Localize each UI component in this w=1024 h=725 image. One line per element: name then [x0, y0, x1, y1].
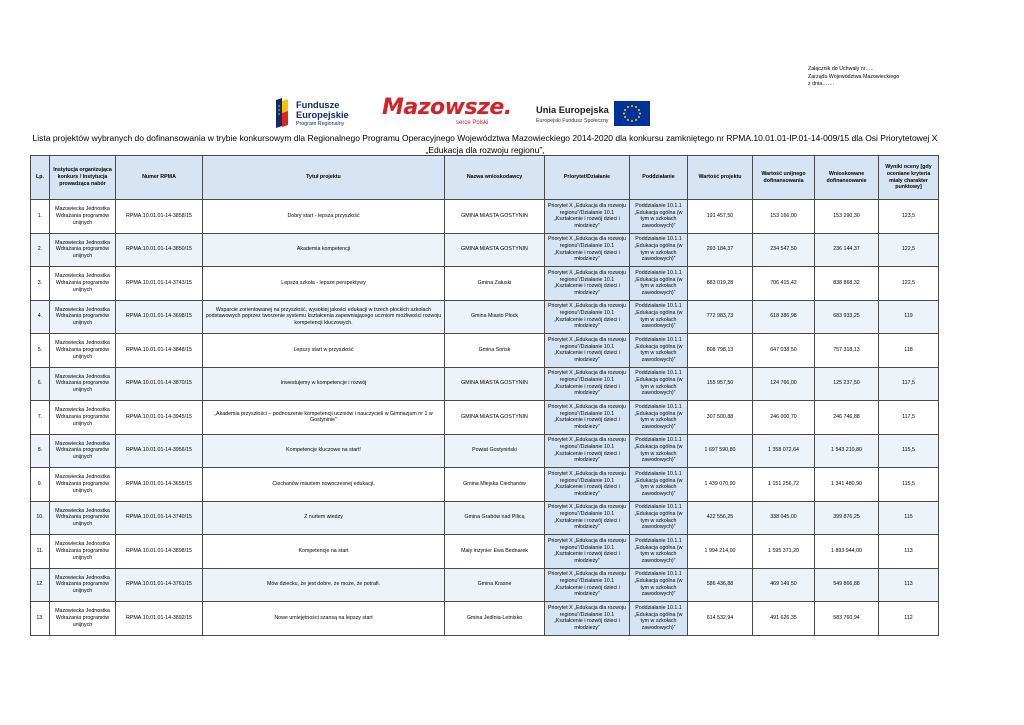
cell-lp: 1.: [31, 200, 50, 234]
cell-project-title: Kompetencje na start: [203, 535, 445, 569]
cell-subaction: Poddziałanie 10.1.1 „Edukacja ogólna (w tym w szkołach zawodowych)”: [630, 501, 688, 535]
cell-eu-funding: 124 766,00: [753, 367, 815, 401]
cell-eu-funding: 1 595 371,20: [753, 535, 815, 569]
header-project-value: Wartość projektu: [688, 156, 753, 200]
cell-rpma-number: RPMA.10.01.01-14-3858/15: [116, 200, 203, 234]
cell-project-value: 1 697 590,80: [688, 434, 753, 468]
cell-rpma-number: RPMA.10.01.01-14-3892/15: [116, 602, 203, 636]
table-row: [31, 367, 939, 401]
cell-lp: 5.: [31, 334, 50, 368]
mazowsze-tagline: serce Polski: [456, 120, 489, 126]
cell-applicant: GMINA MIASTA GOSTYNIN: [445, 367, 545, 401]
cell-subaction: Poddziałanie 10.1.1 „Edukacja ogólna (w tym w szkołach zawodowych)”: [630, 602, 688, 636]
table-row: [31, 535, 939, 569]
table-row: [31, 300, 939, 334]
cell-subaction: Poddziałanie 10.1.1 „Edukacja ogólna (w tym w szkołach zawodowych)”: [630, 568, 688, 602]
cell-requested-funding: 399 876,25: [815, 501, 879, 535]
cell-project-title: Lepszy start w przyszłość: [203, 334, 445, 368]
cell-eu-funding: 618 386,98: [753, 300, 815, 334]
cell-applicant: Gmina Załuski: [445, 267, 545, 301]
attachment-line-3: z dnia…….: [808, 81, 835, 88]
cell-eu-funding: 1 358 072,64: [753, 434, 815, 468]
cell-applicant: Powiat Gostyniński: [445, 434, 545, 468]
cell-subaction: Poddziałanie 10.1.1 „Edukacja ogólna (w tym w szkołach zawodowych)”: [630, 468, 688, 502]
header-project-title: Tytuł projektu: [203, 156, 445, 200]
cell-requested-funding: 757 318,13: [815, 334, 879, 368]
cell-subaction: Poddziałanie 10.1.1 „Edukacja ogólna (w tym w szkołach zawodowych)”: [630, 300, 688, 334]
cell-project-title: „Akademia przyszłości – podnoszenie kompetencji uczniów i nauczycieli w Gimnazjum nr 1 w Gostyninie”: [203, 401, 445, 435]
projects-table: [30, 155, 939, 636]
cell-priority: Priorytet X „Edukacja dla rozwoju regionu”/Działanie 10.1 „Kształcenie i rozwój dzieci i młodzieży”: [545, 535, 630, 569]
unia-line-2: Europejski Fundusz Społeczny: [536, 118, 609, 124]
table-row: [31, 501, 939, 535]
cell-project-title: Kompetencje kluczowe na start!: [203, 434, 445, 468]
cell-rpma-number: RPMA.10.01.01-14-3740/15: [116, 501, 203, 535]
cell-score: 115,5: [879, 434, 939, 468]
cell-applicant: Gmina Grabów nad Pilicą: [445, 501, 545, 535]
cell-score: 113: [879, 568, 939, 602]
fundusze-line-3: Program Regionalny: [296, 121, 345, 127]
fundusze-europejskie-logo: [276, 98, 376, 130]
cell-project-value: 808 798,13: [688, 334, 753, 368]
cell-project-title: Lepsza szkoła - lepsze perspektywy: [203, 267, 445, 301]
header-applicant: Nazwa wnioskodawcy: [445, 156, 545, 200]
cell-project-value: 422 556,25: [688, 501, 753, 535]
cell-rpma-number: RPMA.10.01.01-14-3848/15: [116, 334, 203, 368]
cell-priority: Priorytet X „Edukacja dla rozwoju regionu”/Działanie 10.1 „Kształcenie i rozwój dzieci i młodzieży”: [545, 200, 630, 234]
cell-institution: Mazowiecka Jednostka Wdrażania programów unijnych: [50, 200, 116, 234]
cell-score: 112: [879, 602, 939, 636]
attachment-note: [808, 66, 899, 89]
table-body: [31, 200, 939, 636]
cell-subaction: Poddziałanie 10.1.1 „Edukacja ogólna (w tym w szkołach zawodowych)”: [630, 200, 688, 234]
header-priority: Priorytet/Działanie: [545, 156, 630, 200]
table-row: [31, 568, 939, 602]
cell-rpma-number: RPMA.10.01.01-14-3870/15: [116, 367, 203, 401]
cell-requested-funding: 583 760,94: [815, 602, 879, 636]
cell-applicant: GMINA MIASTA GOSTYNIN: [445, 200, 545, 234]
cell-project-value: 1 439 070,90: [688, 468, 753, 502]
header-score: Wyniki oceny [gdy oceniane kryteria miały charakter punktowy]: [879, 156, 939, 200]
cell-subaction: Poddziałanie 10.1.1 „Edukacja ogólna (w tym w szkołach zawodowych)”: [630, 434, 688, 468]
cell-lp: 6.: [31, 367, 50, 401]
cell-project-title: Z nurtem wiedzy: [203, 501, 445, 535]
cell-score: 119: [879, 300, 939, 334]
title-line-1: Lista projektów wybranych do dofinansowania w trybie konkursowym dla Regionalnego Programu Operacyjnego Województwa Mazowieckiego 2014-2020 dla konkursu zamkniętego nr RPMA.10.01.01-IP.01-14-009/15 dla Osi Priorytetowej X „Edukacja dla rozwoju regionu”,: [32, 133, 938, 155]
cell-priority: Priorytet X „Edukacja dla rozwoju regionu”/Działanie 10.1 „Kształcenie i rozwój dzieci i młodzieży”: [545, 501, 630, 535]
header-institution: Instytucja organizująca konkurs / Instytucja prowadząca nabór: [50, 156, 116, 200]
cell-project-title: Nowe umiejętności szansą na lepszy start: [203, 602, 445, 636]
unia-line-1: Unia Europejska: [536, 105, 609, 115]
cell-project-title: Ciechanów miastem nowoczesnej edukacji.: [203, 468, 445, 502]
cell-applicant: Gmina Miejska Ciechanów: [445, 468, 545, 502]
cell-institution: Mazowiecka Jednostka Wdrażania programów unijnych: [50, 535, 116, 569]
cell-rpma-number: RPMA.10.01.01-14-3898/15: [116, 535, 203, 569]
cell-subaction: Poddziałanie 10.1.1 „Edukacja ogólna (w tym w szkołach zawodowych)”: [630, 267, 688, 301]
cell-applicant: Mały inżynier Ewa Bednarek: [445, 535, 545, 569]
cell-score: 115: [879, 501, 939, 535]
cell-priority: Priorytet X „Edukacja dla rozwoju regionu”/Działanie 10.1 „Kształcenie i rozwój dzieci i młodzieży”: [545, 334, 630, 368]
cell-subaction: Poddziałanie 10.1.1 „Edukacja ogólna (w tym w szkołach zawodowych)”: [630, 401, 688, 435]
cell-eu-funding: 153 166,00: [753, 200, 815, 234]
cell-requested-funding: 1 543 210,80: [815, 434, 879, 468]
cell-eu-funding: 234 547,50: [753, 233, 815, 267]
cell-project-value: 293 184,37: [688, 233, 753, 267]
cell-project-title: Dobry start - lepsza przyszłość: [203, 200, 445, 234]
cell-score: 113: [879, 535, 939, 569]
cell-lp: 9.: [31, 468, 50, 502]
cell-institution: Mazowiecka Jednostka Wdrażania programów unijnych: [50, 401, 116, 435]
cell-lp: 3.: [31, 267, 50, 301]
cell-applicant: GMINA MIASTA GOSTYNIN: [445, 401, 545, 435]
cell-priority: Priorytet X „Edukacja dla rozwoju regionu”/Działanie 10.1 „Kształcenie i rozwój dzieci i młodzieży”: [545, 233, 630, 267]
mazowsze-wordmark: Mazowsze.: [382, 95, 512, 120]
cell-project-title: Akademia kompetencji: [203, 233, 445, 267]
cell-lp: 12.: [31, 568, 50, 602]
cell-institution: Mazowiecka Jednostka Wdrażania programów unijnych: [50, 367, 116, 401]
cell-lp: 8.: [31, 434, 50, 468]
cell-project-value: 191 457,50: [688, 200, 753, 234]
cell-rpma-number: RPMA.10.01.01-14-3945/15: [116, 401, 203, 435]
cell-score: 122,5: [879, 233, 939, 267]
cell-subaction: Poddziałanie 10.1.1 „Edukacja ogólna (w tym w szkołach zawodowych)”: [630, 233, 688, 267]
cell-lp: 7.: [31, 401, 50, 435]
cell-priority: Priorytet X „Edukacja dla rozwoju regionu”/Działanie 10.1 „Kształcenie i rozwój dzieci i młodzieży”: [545, 568, 630, 602]
cell-eu-funding: 706 415,42: [753, 267, 815, 301]
cell-priority: Priorytet X „Edukacja dla rozwoju regionu”/Działanie 10.1 „Kształcenie i rozwój dzieci i młodzieży”: [545, 367, 630, 401]
attachment-line-1: Załącznik do Uchwały nr…..: [808, 66, 874, 72]
cell-score: 117,5: [879, 401, 939, 435]
cell-rpma-number: RPMA.10.01.01-14-3761/15: [116, 568, 203, 602]
table-row: [31, 200, 939, 234]
cell-rpma-number: RPMA.10.01.01-14-3956/15: [116, 434, 203, 468]
table-row: [31, 602, 939, 636]
cell-rpma-number: RPMA.10.01.01-14-3655/15: [116, 468, 203, 502]
cell-rpma-number: RPMA.10.01.01-14-3698/15: [116, 300, 203, 334]
mazowsze-logo: [382, 95, 512, 130]
cell-requested-funding: 153 290,30: [815, 200, 879, 234]
cell-score: 118: [879, 334, 939, 368]
cell-project-value: 883 019,28: [688, 267, 753, 301]
cell-institution: Mazowiecka Jednostka Wdrażania programów unijnych: [50, 267, 116, 301]
cell-eu-funding: 338 045,00: [753, 501, 815, 535]
cell-rpma-number: RPMA.10.01.01-14-3850/15: [116, 233, 203, 267]
cell-applicant: GMINA MIASTA GOSTYNIN: [445, 233, 545, 267]
cell-priority: Priorytet X „Edukacja dla rozwoju regionu”/Działanie 10.1 „Kształcenie i rozwój dzieci i młodzieży”: [545, 468, 630, 502]
cell-score: 122,5: [879, 267, 939, 301]
header-subaction: Poddziałanie: [630, 156, 688, 200]
cell-institution: Mazowiecka Jednostka Wdrażania programów unijnych: [50, 233, 116, 267]
cell-eu-funding: 469 149,50: [753, 568, 815, 602]
table-row: [31, 468, 939, 502]
table-row: [31, 267, 939, 301]
header-rpma-number: Numer RPMA: [116, 156, 203, 200]
cell-requested-funding: 236 144,37: [815, 233, 879, 267]
cell-project-value: 772 983,73: [688, 300, 753, 334]
cell-institution: Mazowiecka Jednostka Wdrażania programów unijnych: [50, 468, 116, 502]
cell-applicant: Gmina Krasne: [445, 568, 545, 602]
cell-priority: Priorytet X „Edukacja dla rozwoju regionu”/Działanie 10.1 „Kształcenie i rozwój dzieci i młodzieży”: [545, 434, 630, 468]
header-eu-funding: Wartość unijnego dofinansowania: [753, 156, 815, 200]
cell-eu-funding: 246 000,70: [753, 401, 815, 435]
cell-institution: Mazowiecka Jednostka Wdrażania programów unijnych: [50, 334, 116, 368]
header-lp: Lp.: [31, 156, 50, 200]
table-header-row: [31, 156, 939, 200]
attachment-line-2: Zarządu Województwa Mazowieckiego: [808, 73, 900, 80]
unia-europejska-logo: [536, 98, 650, 130]
cell-rpma-number: RPMA.10.01.01-14-3743/15: [116, 267, 203, 301]
cell-project-value: 1 994 214,00: [688, 535, 753, 569]
cell-requested-funding: 838 868,32: [815, 267, 879, 301]
cell-institution: Mazowiecka Jednostka Wdrażania programów unijnych: [50, 501, 116, 535]
table-row: [31, 334, 939, 368]
cell-project-value: 307 500,88: [688, 401, 753, 435]
cell-subaction: Poddziałanie 10.1.1 „Edukacja ogólna (w tym w szkołach zawodowych)”: [630, 535, 688, 569]
fundusze-line-2: Europejskie: [296, 110, 349, 120]
cell-requested-funding: 246 746,88: [815, 401, 879, 435]
cell-project-title: Mów dziecku, że jest dobre, że może, że potrafi.: [203, 568, 445, 602]
cell-eu-funding: 1 151 256,72: [753, 468, 815, 502]
cell-lp: 4.: [31, 300, 50, 334]
cell-institution: Mazowiecka Jednostka Wdrażania programów unijnych: [50, 434, 116, 468]
logo-bar: [0, 95, 1024, 130]
cell-priority: Priorytet X „Edukacja dla rozwoju regionu”/Działanie 10.1 „Kształcenie i rozwój dzieci i młodzieży”: [545, 401, 630, 435]
table-row: [31, 434, 939, 468]
table-row: [31, 233, 939, 267]
cell-institution: Mazowiecka Jednostka Wdrażania programów unijnych: [50, 300, 116, 334]
cell-score: 123,5: [879, 200, 939, 234]
fundusze-line-1: Fundusze: [296, 100, 340, 110]
cell-project-value: 614 532,94: [688, 602, 753, 636]
cell-project-title: Wsparcie zorientowanej na przyszłość, wysokiej jakości edukacji w trzech płockich szkołach podstawowych poprzez tworzenie systemu kształcenia zapewniającego uczniom możliwości rozwoju kompetencji kluczowych.: [203, 300, 445, 334]
cell-eu-funding: 647 038,50: [753, 334, 815, 368]
cell-lp: 10.: [31, 501, 50, 535]
cell-requested-funding: 1 893 944,00: [815, 535, 879, 569]
cell-priority: Priorytet X „Edukacja dla rozwoju regionu”/Działanie 10.1 „Kształcenie i rozwój dzieci i młodzieży”: [545, 602, 630, 636]
cell-score: 115,5: [879, 468, 939, 502]
cell-lp: 2.: [31, 233, 50, 267]
cell-requested-funding: 683 933,25: [815, 300, 879, 334]
cell-institution: Mazowiecka Jednostka Wdrażania programów unijnych: [50, 568, 116, 602]
cell-project-title: Inwestujemy w kompetencje i rozwój: [203, 367, 445, 401]
cell-requested-funding: 125 237,50: [815, 367, 879, 401]
cell-project-value: 155 957,50: [688, 367, 753, 401]
table-row: [31, 401, 939, 435]
fundusze-flag-icon: [276, 98, 292, 128]
cell-institution: Mazowiecka Jednostka Wdrażania programów unijnych: [50, 602, 116, 636]
cell-subaction: Poddziałanie 10.1.1 „Edukacja ogólna (w tym w szkołach zawodowych)”: [630, 334, 688, 368]
cell-subaction: Poddziałanie 10.1.1 „Edukacja ogólna (w tym w szkołach zawodowych)”: [630, 367, 688, 401]
cell-eu-funding: 491 626,35: [753, 602, 815, 636]
header-requested-funding: Wnioskowane dofinansowanie: [815, 156, 879, 200]
cell-priority: Priorytet X „Edukacja dla rozwoju regionu”/Działanie 10.1 „Kształcenie i rozwój dzieci i młodzieży”: [545, 300, 630, 334]
cell-requested-funding: 1 341 480,90: [815, 468, 879, 502]
cell-score: 117,5: [879, 367, 939, 401]
cell-requested-funding: 549 866,88: [815, 568, 879, 602]
cell-applicant: Gmina Jedlnia-Letnisko: [445, 602, 545, 636]
cell-priority: Priorytet X „Edukacja dla rozwoju regionu”/Działanie 10.1 „Kształcenie i rozwój dzieci i młodzieży”: [545, 267, 630, 301]
cell-lp: 11.: [31, 535, 50, 569]
eu-flag-icon: [614, 101, 650, 126]
cell-applicant: Gmina Sońsk: [445, 334, 545, 368]
cell-project-value: 586 436,88: [688, 568, 753, 602]
cell-lp: 13.: [31, 602, 50, 636]
cell-applicant: Gmina Miasto Płock: [445, 300, 545, 334]
